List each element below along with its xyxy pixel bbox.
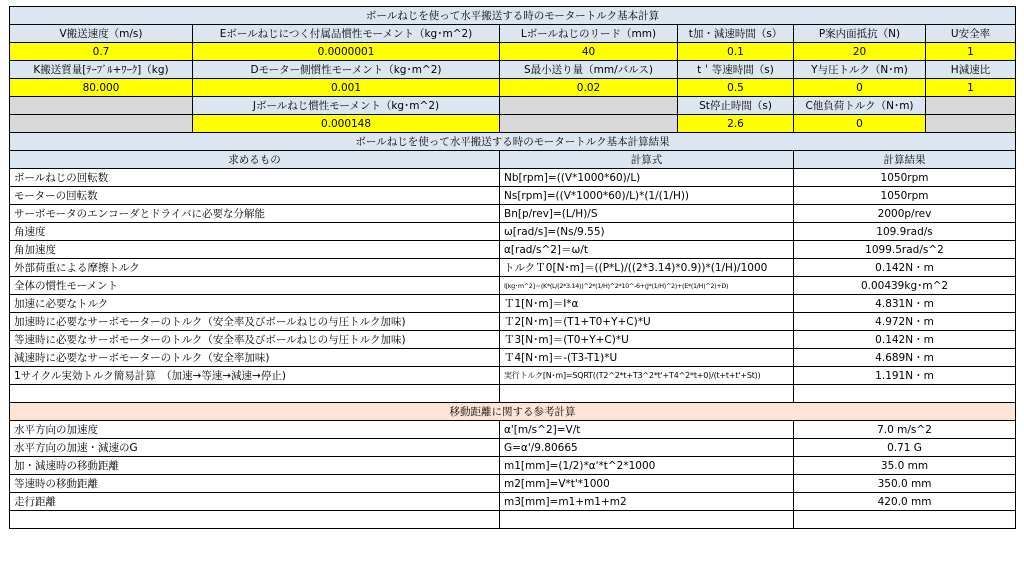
result-formula: 実行トルク[N･m]=SQRT((T2^2*t+T3^2*t'+T4^2*t+0)/(t+t+t'+St)) bbox=[500, 367, 794, 385]
empty-row bbox=[10, 385, 1016, 403]
result-value: 1050rpm bbox=[794, 169, 1016, 187]
result-row bbox=[10, 223, 1016, 241]
blank-cell bbox=[926, 97, 1016, 115]
empty-row bbox=[10, 511, 1016, 529]
result-name: 加速に必要なトルク bbox=[10, 295, 500, 313]
result-name: 減速時に必要なサーボモーターのトルク（安全率加味) bbox=[10, 349, 500, 367]
param-label-j: Jボールねじ慣性モーメント（kg･m^2) bbox=[193, 97, 500, 115]
blank-cell bbox=[926, 115, 1016, 133]
param-label-t-prime: t＇等速時間（s) bbox=[678, 61, 794, 79]
result-row bbox=[10, 241, 1016, 259]
result-value: 0.142N・m bbox=[794, 259, 1016, 277]
result-value: 4.972N・m bbox=[794, 313, 1016, 331]
reference-title: 移動距離に関する参考計算 bbox=[10, 403, 1016, 421]
param-input-y[interactable]: 0 bbox=[794, 79, 926, 97]
param-input-j[interactable]: 0.000148 bbox=[193, 115, 500, 133]
param-input-p[interactable]: 20 bbox=[794, 43, 926, 61]
reference-name: 加・減速時の移動距離 bbox=[10, 457, 500, 475]
result-name: 角速度 bbox=[10, 223, 500, 241]
result-name: 外部荷重による摩擦トルク bbox=[10, 259, 500, 277]
result-row bbox=[10, 349, 1016, 367]
param-input-st[interactable]: 2.6 bbox=[678, 115, 794, 133]
empty-cell bbox=[500, 511, 794, 529]
blank-cell bbox=[10, 97, 193, 115]
results-title: ボールねじを使って水平搬送する時のモータートルク基本計算結果 bbox=[10, 133, 1016, 151]
param-input-s[interactable]: 0.02 bbox=[500, 79, 678, 97]
result-value: 109.9rad/s bbox=[794, 223, 1016, 241]
reference-name: 水平方向の加速度 bbox=[10, 421, 500, 439]
result-name: モーターの回転数 bbox=[10, 187, 500, 205]
results-header-formula: 計算式 bbox=[500, 151, 794, 169]
param-label-d: Dモーター側慣性モーメント（kg･m^2) bbox=[193, 61, 500, 79]
param-label-e: Eボールねじにつく付属品慣性モーメント（kg･m^2) bbox=[193, 25, 500, 43]
result-formula: Ｔ4[N･m]＝-(T3-T1)*U bbox=[500, 349, 794, 367]
result-name: ボールねじの回転数 bbox=[10, 169, 500, 187]
reference-formula: m2[mm]=V*t'*1000 bbox=[500, 475, 794, 493]
result-formula: Ns[rpm]=((V*1000*60)/L)*(1/(1/H)) bbox=[500, 187, 794, 205]
reference-value: 0.71 G bbox=[794, 439, 1016, 457]
param-label-l: Lボールねじのリード（mm) bbox=[500, 25, 678, 43]
param-label-h: H減速比 bbox=[926, 61, 1016, 79]
result-formula: ω[rad/s]=(Ns/9.55) bbox=[500, 223, 794, 241]
result-formula: Ｔ1[N･m]＝I*α bbox=[500, 295, 794, 313]
result-formula: Nb[rpm]=((V*1000*60)/L) bbox=[500, 169, 794, 187]
result-row bbox=[10, 277, 1016, 295]
result-value: 1050rpm bbox=[794, 187, 1016, 205]
reference-row bbox=[10, 475, 1016, 493]
param-input-d[interactable]: 0.001 bbox=[193, 79, 500, 97]
reference-name: 等速時の移動距離 bbox=[10, 475, 500, 493]
result-formula: Ｔ2[N･m]＝(T1+T0+Y+C)*U bbox=[500, 313, 794, 331]
result-name: 角加速度 bbox=[10, 241, 500, 259]
results-header-name: 求めるもの bbox=[10, 151, 500, 169]
reference-formula: G=α'/9.80665 bbox=[500, 439, 794, 457]
result-row bbox=[10, 313, 1016, 331]
empty-cell bbox=[10, 385, 500, 403]
result-row bbox=[10, 331, 1016, 349]
result-name: 加速時に必要なサーボモーターのトルク（安全率及びボールねじの与圧トルク加味) bbox=[10, 313, 500, 331]
reference-row bbox=[10, 493, 1016, 511]
blank-cell bbox=[500, 97, 678, 115]
result-value: 4.689N・m bbox=[794, 349, 1016, 367]
param-label-st: St停止時間（s) bbox=[678, 97, 794, 115]
results-header-result: 計算結果 bbox=[794, 151, 1016, 169]
reference-row bbox=[10, 439, 1016, 457]
reference-value: 35.0 mm bbox=[794, 457, 1016, 475]
param-label-s: S最小送り量（mm/パルス) bbox=[500, 61, 678, 79]
result-row bbox=[10, 169, 1016, 187]
result-row bbox=[10, 295, 1016, 313]
param-input-v[interactable]: 0.7 bbox=[10, 43, 193, 61]
param-label-t: t加・減速時間（s） bbox=[678, 25, 794, 43]
result-value: 4.831N・m bbox=[794, 295, 1016, 313]
reference-formula: m3[mm]=m1+m1+m2 bbox=[500, 493, 794, 511]
result-formula: I[kg･m^2]＝(K*(L/(2*3.14))^2*(1/H)^2*10^-6+(J*(1/H)^2)+(E*(1/H)^2)+D) bbox=[500, 277, 794, 295]
sheet-title: ボールねじを使って水平搬送する時のモータートルク基本計算 bbox=[10, 7, 1016, 25]
result-name: 1サイクル実効トルク簡易計算 （加速→等速→減速→停止) bbox=[10, 367, 500, 385]
param-input-e[interactable]: 0.0000001 bbox=[193, 43, 500, 61]
reference-row bbox=[10, 421, 1016, 439]
result-formula: Ｔ3[N･m]＝(T0+Y+C)*U bbox=[500, 331, 794, 349]
reference-formula: α'[m/s^2]=V/t bbox=[500, 421, 794, 439]
result-row bbox=[10, 367, 1016, 385]
blank-cell bbox=[500, 115, 678, 133]
reference-value: 350.0 mm bbox=[794, 475, 1016, 493]
empty-cell bbox=[794, 385, 1016, 403]
param-input-t[interactable]: 0.1 bbox=[678, 43, 794, 61]
reference-value: 7.0 m/s^2 bbox=[794, 421, 1016, 439]
param-label-u: U安全率 bbox=[926, 25, 1016, 43]
param-input-h[interactable]: 1 bbox=[926, 79, 1016, 97]
param-input-t-prime[interactable]: 0.5 bbox=[678, 79, 794, 97]
reference-name: 走行距離 bbox=[10, 493, 500, 511]
result-value: 2000p/rev bbox=[794, 205, 1016, 223]
param-label-k: K搬送質量[ﾃｰﾌﾞﾙ+ﾜｰｸ]（kg) bbox=[10, 61, 193, 79]
result-value: 0.142N・m bbox=[794, 331, 1016, 349]
empty-cell bbox=[500, 385, 794, 403]
param-input-u[interactable]: 1 bbox=[926, 43, 1016, 61]
result-row bbox=[10, 205, 1016, 223]
result-formula: α[rad/s^2]＝ω/t bbox=[500, 241, 794, 259]
spreadsheet-table bbox=[9, 6, 1016, 529]
result-name: サーボモータのエンコーダとドライバに必要な分解能 bbox=[10, 205, 500, 223]
result-value: 0.00439kg･m^2 bbox=[794, 277, 1016, 295]
param-label-y: Y与圧トルク（N･m) bbox=[794, 61, 926, 79]
param-label-v: V搬送速度（m/s) bbox=[10, 25, 193, 43]
result-row bbox=[10, 187, 1016, 205]
result-name: 全体の慣性モーメント bbox=[10, 277, 500, 295]
empty-cell bbox=[794, 511, 1016, 529]
reference-value: 420.0 mm bbox=[794, 493, 1016, 511]
reference-row bbox=[10, 457, 1016, 475]
empty-cell bbox=[10, 511, 500, 529]
blank-cell bbox=[10, 115, 193, 133]
result-formula: トルクＴ0[N･m]＝((P*L)/((2*3.14)*0.9))*(1/H)/1000 bbox=[500, 259, 794, 277]
param-input-c[interactable]: 0 bbox=[794, 115, 926, 133]
param-input-l[interactable]: 40 bbox=[500, 43, 678, 61]
reference-name: 水平方向の加速・減速のG bbox=[10, 439, 500, 457]
result-name: 等速時に必要なサーボモーターのトルク（安全率及びボールねじの与圧トルク加味) bbox=[10, 331, 500, 349]
result-value: 1099.5rad/s^2 bbox=[794, 241, 1016, 259]
result-value: 1.191N・m bbox=[794, 367, 1016, 385]
reference-formula: m1[mm]=(1/2)*α'*t^2*1000 bbox=[500, 457, 794, 475]
param-label-p: P案内面抵抗（N) bbox=[794, 25, 926, 43]
result-row bbox=[10, 259, 1016, 277]
result-formula: Bn[p/rev]=(L/H)/S bbox=[500, 205, 794, 223]
param-label-c: C他負荷トルク（N･m) bbox=[794, 97, 926, 115]
param-input-k[interactable]: 80.000 bbox=[10, 79, 193, 97]
